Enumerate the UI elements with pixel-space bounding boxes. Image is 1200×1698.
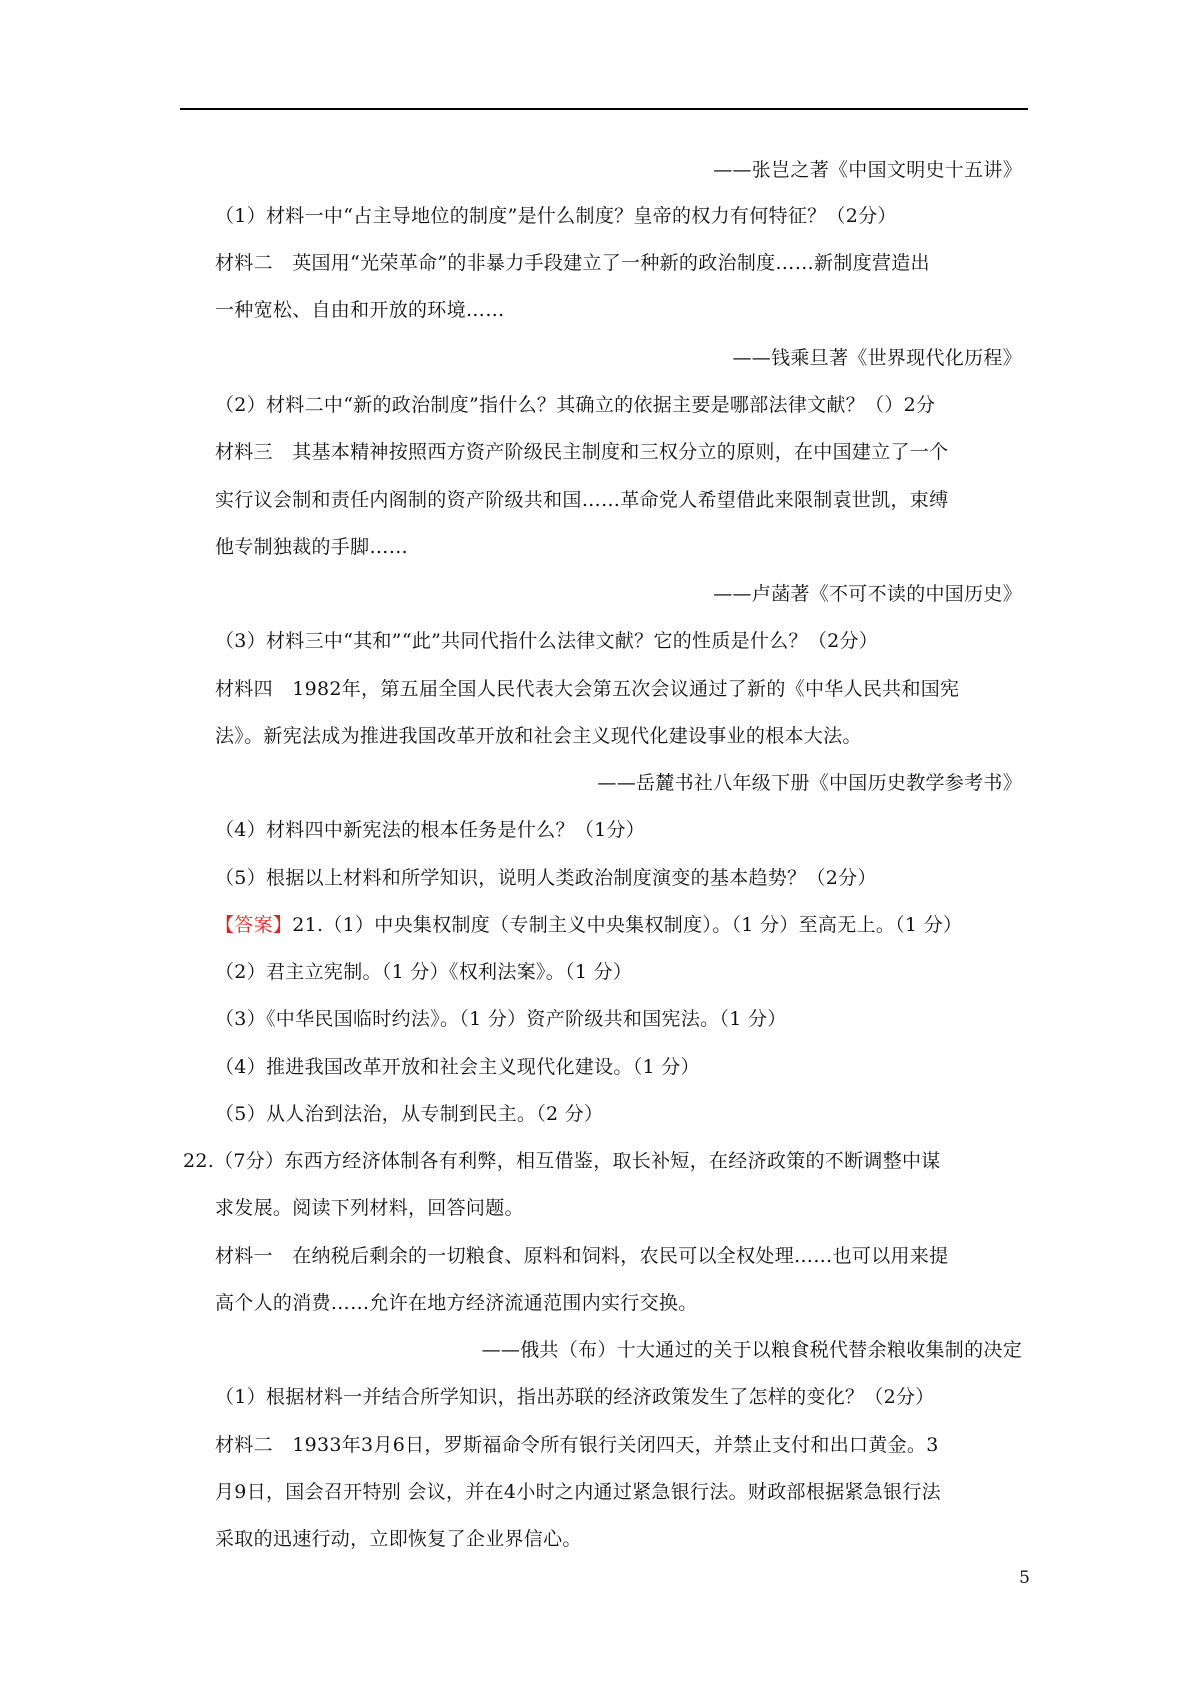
material-line: 实行议会制和责任内阁制的资产阶级共和国……革命党人希望借此来限制袁世凯，束缚 (215, 489, 949, 511)
material-line: 材料二 1933年3月6日，罗斯福命令所有银行关闭四天，并禁止支付和出口黄金。3 (215, 1434, 939, 1456)
question-line: （4）材料四中新宪法的根本任务是什么？（1分） (215, 819, 646, 841)
question-line: （2）材料二中“新的政治制度”指什么？其确立的依据主要是哪部法律文献？（）2分 (215, 394, 936, 416)
question-stem: 求发展。阅读下列材料，回答问题。 (215, 1197, 524, 1219)
material-line: 材料一 在纳税后剩余的一切粮食、原料和饲料，农民可以全权处理……也可以用来提 (215, 1245, 949, 1267)
page-number: 5 (1019, 1568, 1030, 1588)
source-citation: ——俄共（布）十大通过的关于以粮食税代替余粮收集制的决定 (481, 1339, 1022, 1361)
material-line: 采取的迅速行动，立即恢复了企业界信心。 (215, 1528, 582, 1550)
answer-line: （3）《中华民国临时约法》。（1 分）资产阶级共和国宪法。（1 分） (215, 1008, 787, 1030)
question-line: （1）根据材料一并结合所学知识，指出苏联的经济政策发生了怎样的变化？（2分） (215, 1386, 935, 1408)
material-line: 月9日，国会召开特别 会议，并在4小时之内通过紧急银行法。财政部根据紧急银行法 (215, 1481, 941, 1503)
answer-tag: 【答案】 (215, 914, 293, 936)
question-stem: 22.（7分）东西方经济体制各有利弊，相互借鉴，取长补短，在经济政策的不断调整中谋 (183, 1150, 941, 1172)
material-line: 法》。新宪法成为推进我国改革开放和社会主义现代化建设事业的根本大法。 (215, 725, 862, 747)
question-line: （3）材料三中“其和”“此”共同代指什么法律文献？它的性质是什么？（2分） (215, 630, 879, 652)
question-line: （5）根据以上材料和所学知识，说明人类政治制度演变的基本趋势？（2分） (215, 867, 877, 889)
answer-line: （2）君主立宪制。（1 分）《权利法案》。（1 分） (215, 961, 633, 983)
answer-line: （4）推进我国改革开放和社会主义现代化建设。（1 分） (215, 1056, 700, 1078)
source-citation: ——卢菡著《不可不读的中国历史》 (713, 583, 1022, 605)
answer-line: （5）从人治到法治，从专制到民主。（2 分） (215, 1103, 604, 1125)
material-line: 材料二 英国用“光荣革命”的非暴力手段建立了一种新的政治制度……新制度营造出 (215, 252, 930, 274)
source-citation: ——钱乘旦著《世界现代化历程》 (732, 347, 1022, 369)
question-line: （1）材料一中“占主导地位的制度”是什么制度？皇帝的权力有何特征？（2分） (215, 205, 897, 227)
source-citation: ——岳麓书社八年级下册《中国历史教学参考书》 (597, 772, 1022, 794)
header-rule (180, 108, 1028, 110)
material-line: 他专制独裁的手脚…… (215, 536, 409, 558)
material-line: 一种宽松、自由和开放的环境…… (215, 299, 505, 321)
answer-line (215, 913, 962, 937)
answer-text: 21.（1）中央集权制度（专制主义中央集权制度）。（1 分）至高无上。（1 分） (292, 914, 963, 936)
source-citation: ——张岂之著《中国文明史十五讲》 (713, 159, 1022, 181)
material-line: 材料四 1982年，第五届全国人民代表大会第五次会议通过了新的《中华人民共和国宪 (215, 678, 960, 700)
material-line: 高个人的消费……允许在地方经济流通范围内实行交换。 (215, 1292, 698, 1314)
material-line: 材料三 其基本精神按照西方资产阶级民主制度和三权分立的原则，在中国建立了一个 (215, 441, 949, 463)
